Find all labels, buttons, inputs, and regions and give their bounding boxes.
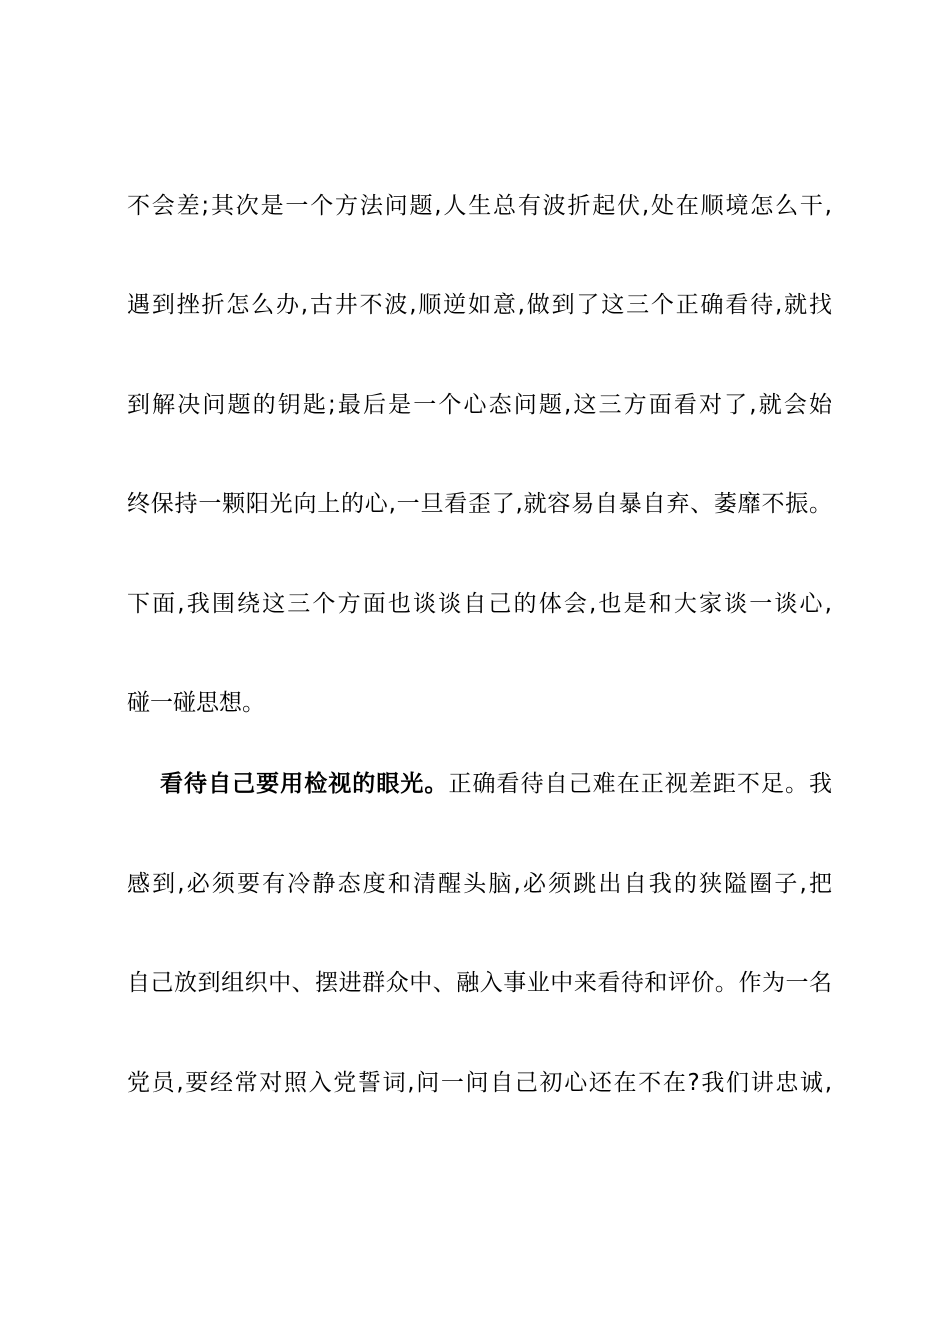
paragraph-1-line-3: 到解决问题的钥匙;最后是一个心态问题,这三方面看对了,就会始: [127, 392, 832, 418]
paragraph-1-line-5: 下面,我围绕这三个方面也谈谈自己的体会,也是和大家谈一谈心,: [127, 591, 832, 617]
paragraph-2-line-4: 党员,要经常对照入党誓词,问一问自己初心还在不在?我们讲忠诚,: [127, 1070, 832, 1096]
paragraph-1-line-1: 不会差;其次是一个方法问题,人生总有波折起伏,处在顺境怎么干,: [127, 193, 832, 219]
paragraph-2-line-1: [127, 764, 832, 804]
paragraph-1-line-4: 终保持一颗阳光向上的心,一旦看歪了,就容易自暴自弃、萎靡不振。: [127, 491, 832, 517]
paragraph-2-line-1-rest: 正确看待自己难在正视差距不足。我: [448, 771, 833, 797]
paragraph-1-line-2: 遇到挫折怎么办,古井不波,顺逆如意,做到了这三个正确看待,就找: [127, 292, 832, 318]
paragraph-2-line-2: 感到,必须要有冷静态度和清醒头脑,必须跳出自我的狭隘圈子,把: [127, 871, 832, 897]
paragraph-2-heading: 看待自己要用检视的眼光。: [160, 771, 449, 797]
paragraph-2-line-3: 自己放到组织中、摆进群众中、融入事业中来看待和评价。作为一名: [127, 970, 832, 996]
paragraph-1-line-6: 碰一碰思想。: [127, 690, 265, 716]
